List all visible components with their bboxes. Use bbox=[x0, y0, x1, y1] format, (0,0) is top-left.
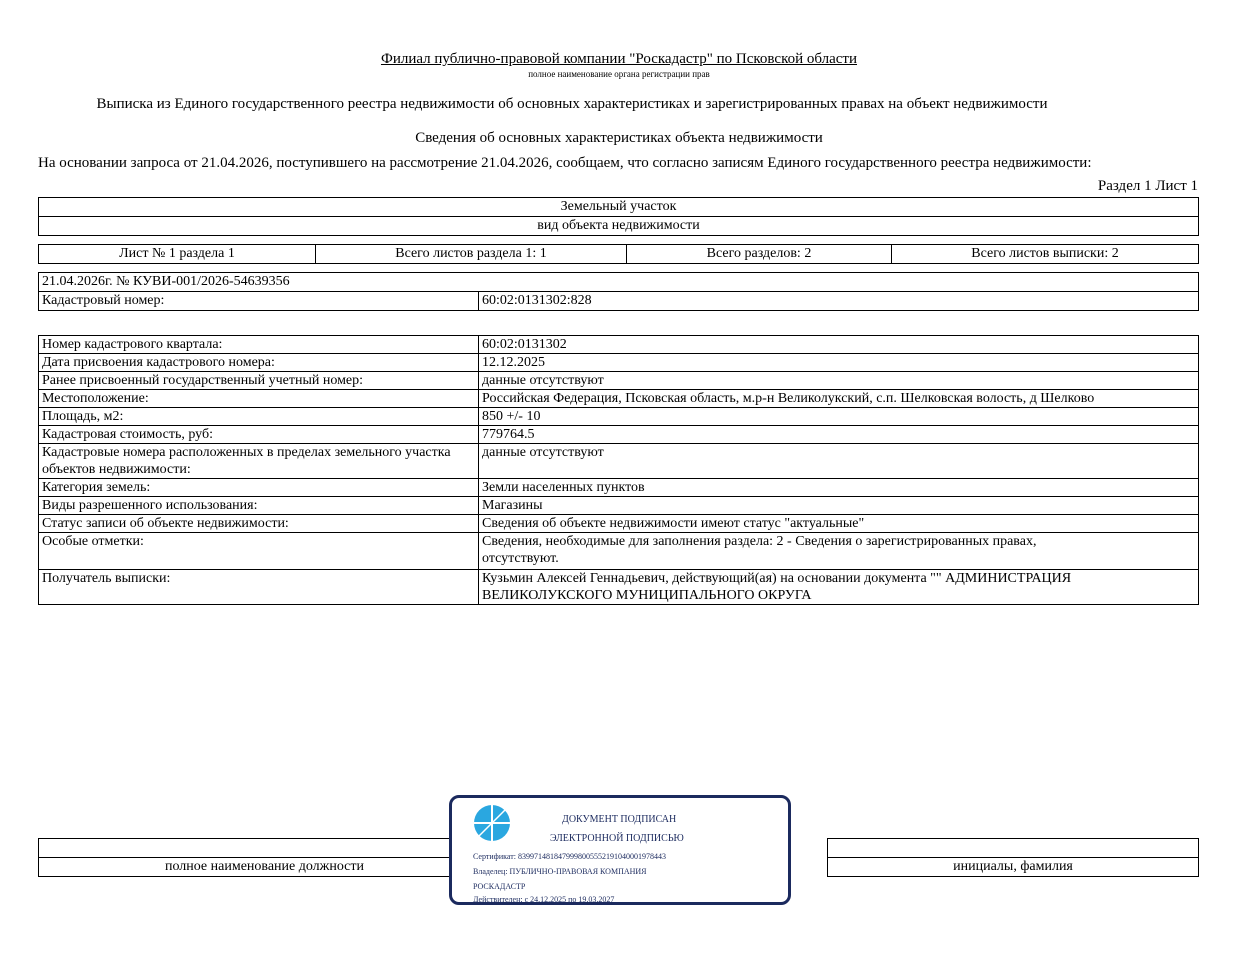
table-row bbox=[39, 570, 1199, 605]
table-row bbox=[39, 497, 1199, 515]
row-value: Кузьмин Алексей Геннадьевич, действующий(ая) на основании документа "" АДМИНИСТРАЦИЯ ВЕЛИКОЛУКСКОГО МУНИЦИПАЛЬНОГО ОКРУГА bbox=[479, 570, 1199, 605]
stamp-line-1: ДОКУМЕНТ ПОДПИСАН bbox=[562, 814, 677, 825]
table-row bbox=[39, 426, 1199, 444]
row-label: Виды разрешенного использования: bbox=[39, 497, 479, 515]
row-label: Местоположение: bbox=[39, 390, 479, 408]
object-type: Земельный участок bbox=[39, 198, 1199, 217]
stamp-line-2: ЭЛЕКТРОННОЙ ПОДПИСЬЮ bbox=[550, 833, 684, 844]
row-value: 850 +/- 10 bbox=[479, 408, 1199, 426]
cadastral-number-value: 60:02:0131302:828 bbox=[479, 292, 1199, 311]
document-number: 21.04.2026г. № КУВИ-001/2026-54639356 bbox=[39, 273, 1199, 292]
stamp-owner-2: РОСКАДАСТР bbox=[473, 882, 526, 891]
object-type-table bbox=[38, 197, 1199, 236]
table-row bbox=[39, 408, 1199, 426]
table-row bbox=[39, 372, 1199, 390]
stamp-owner: Владелец: ПУБЛИЧНО-ПРАВОВАЯ КОМПАНИЯ bbox=[473, 867, 647, 876]
row-label: Номер кадастрового квартала: bbox=[39, 336, 479, 354]
document-title: Выписка из Единого государственного реестра недвижимости об основных характеристиках и зарегистрированных правах на объект недвижимости bbox=[96, 96, 1048, 112]
electronic-signature-stamp bbox=[449, 795, 791, 905]
name-field bbox=[828, 839, 1199, 858]
row-value: Сведения об объекте недвижимости имеют статус "актуальные" bbox=[479, 515, 1199, 533]
section-sheet-label: Раздел 1 Лист 1 bbox=[1097, 178, 1198, 194]
organization-caption: полное наименование органа регистрации прав bbox=[528, 69, 710, 79]
row-value: Земли населенных пунктов bbox=[479, 479, 1199, 497]
row-label: Получатель выписки: bbox=[39, 570, 479, 605]
row-value: 60:02:0131302 bbox=[479, 336, 1199, 354]
row-value: Российская Федерация, Псковская область, м.р-н Великолукский, с.п. Шелковская волость, д Шелково bbox=[479, 390, 1199, 408]
table-row bbox=[39, 336, 1199, 354]
row-value: Магазины bbox=[479, 497, 1199, 515]
organization-name bbox=[0, 51, 1238, 68]
table-row bbox=[39, 479, 1199, 497]
row-label: Кадастровая стоимость, руб: bbox=[39, 426, 479, 444]
position-field bbox=[39, 839, 491, 858]
row-label: Кадастровые номера расположенных в пределах земельного участка объектов недвижимости: bbox=[39, 444, 479, 479]
row-value: данные отсутствуют bbox=[479, 372, 1199, 390]
position-caption: полное наименование должности bbox=[39, 858, 491, 877]
table-row bbox=[39, 515, 1199, 533]
row-value: 779764.5 bbox=[479, 426, 1199, 444]
request-basis: На основании запроса от 21.04.2026, поступившего на рассмотрение 21.04.2026, сообщаем, что согласно записям Единого государственного реестра недвижимости: bbox=[38, 155, 1092, 171]
row-label: Площадь, м2: bbox=[39, 408, 479, 426]
sheets-info-table bbox=[38, 244, 1199, 264]
organization-name-text: Филиал публично-правовой компании "Роскадастр" по Псковской области bbox=[380, 51, 858, 67]
section-title: Сведения об основных характеристиках объекта недвижимости bbox=[415, 130, 823, 146]
row-value: данные отсутствуют bbox=[479, 444, 1199, 479]
object-type-caption: вид объекта недвижимости bbox=[39, 217, 1199, 236]
row-label: Статус записи об объекте недвижимости: bbox=[39, 515, 479, 533]
row-label: Дата присвоения кадастрового номера: bbox=[39, 354, 479, 372]
characteristics-table bbox=[38, 335, 1199, 605]
stamp-certificate: Сертификат: 83997148184799980055521910400019784​43 bbox=[473, 852, 666, 861]
sheets-in-section: Всего листов раздела 1: 1 bbox=[316, 245, 627, 264]
row-value: 12.12.2025 bbox=[479, 354, 1199, 372]
table-row bbox=[39, 444, 1199, 479]
roskadastr-logo-icon bbox=[473, 804, 511, 842]
row-label: Ранее присвоенный государственный учетный номер: bbox=[39, 372, 479, 390]
table-row bbox=[39, 533, 1199, 570]
row-label: Особые отметки: bbox=[39, 533, 479, 570]
sections-total: Всего разделов: 2 bbox=[627, 245, 892, 264]
identity-table bbox=[38, 272, 1199, 311]
table-row bbox=[39, 390, 1199, 408]
stamp-validity: Действителен: с 24.12.2025 по 19.03.2027 bbox=[473, 895, 615, 904]
table-row bbox=[39, 354, 1199, 372]
sheet-number: Лист № 1 раздела 1 bbox=[39, 245, 316, 264]
row-value: Сведения, необходимые для заполнения раздела: 2 - Сведения о зарегистрированных правах, отсутствуют. bbox=[479, 533, 1199, 570]
sheets-total: Всего листов выписки: 2 bbox=[892, 245, 1199, 264]
cadastral-number-label: Кадастровый номер: bbox=[39, 292, 479, 311]
row-label: Категория земель: bbox=[39, 479, 479, 497]
name-caption: инициалы, фамилия bbox=[828, 858, 1199, 877]
